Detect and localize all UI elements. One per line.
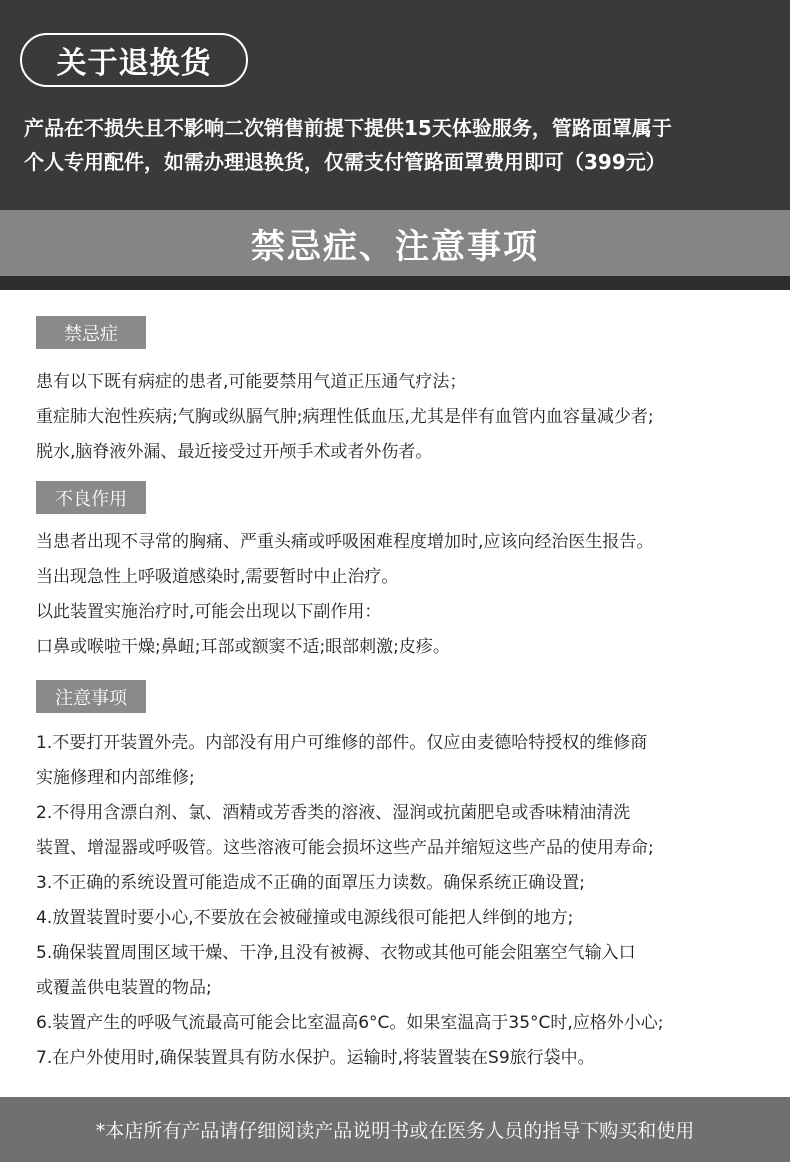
text-line: 4.放置装置时要小心,不要放在会被碰撞或电源线很可能把人绊倒的地方; <box>36 908 574 928</box>
text-line: 3.不正确的系统设置可能造成不正确的面罩压力读数。确保系统正确设置; <box>36 873 585 893</box>
text-line: 1.不要打开装置外壳。内部没有用户可维修的部件。仅应由麦德哈特授权的维修商 <box>36 733 648 753</box>
intro-line: 产品在不损失且不影响二次销售前提下提供15天体验服务，管路面罩属于 <box>24 116 672 140</box>
text-line: 或覆盖供电装置的物品; <box>36 978 212 998</box>
text-line: 实施修理和内部维修; <box>36 768 195 788</box>
text-line: 5.确保装置周围区域干燥、干净,且没有被褥、衣物或其他可能会阻塞空气输入口 <box>36 943 636 963</box>
section-banner: 禁忌症、注意事项 <box>0 210 790 276</box>
banner-divider <box>0 276 790 290</box>
footer-notice: *本店所有产品请仔细阅读产品说明书或在医务人员的指导下购买和使用 <box>0 1097 790 1162</box>
return-policy-header <box>0 0 790 210</box>
text-line: 当患者出现不寻常的胸痛、严重头痛或呼吸困难程度增加时,应该向经治医生报告。 <box>36 532 654 552</box>
intro-line: 个人专用配件，如需办理退换货，仅需支付管路面罩费用即可（399元） <box>24 150 666 174</box>
text-line: 2.不得用含漂白剂、氯、酒精或芳香类的溶液、湿润或抗菌肥皂或香味精油清洗 <box>36 803 631 823</box>
text-line: 患有以下既有病症的患者,可能要禁用气道正压通气疗法； <box>36 372 467 392</box>
adverse-effects-text <box>36 525 786 665</box>
contraindications-text <box>36 365 786 470</box>
text-line: 6.装置产生的呼吸气流最高可能会比室温高6°C。如果室温高于35°C时,应格外小心; <box>36 1013 664 1033</box>
text-line: 7.在户外使用时,确保装置具有防水保护。运输时,将装置装在S9旅行袋中。 <box>36 1048 595 1068</box>
text-line: 口鼻或喉啦干燥;鼻衄;耳部或额窦不适;眼部刺激;皮疹。 <box>36 637 450 657</box>
return-policy-title: 关于退换货 <box>20 33 248 87</box>
text-line: 脱水,脑脊液外漏、最近接受过开颅手术或者外伤者。 <box>36 442 433 462</box>
contraindications-tag: 禁忌症 <box>36 316 146 349</box>
text-line: 装置、增湿器或呼吸管。这些溶液可能会损坏这些产品并缩短这些产品的使用寿命; <box>36 838 654 858</box>
text-line: 重症肺大泡性疾病;气胸或纵膈气肿;病理性低血压,尤其是伴有血管内血容量减少者; <box>36 407 654 427</box>
text-line: 当出现急性上呼吸道感染时,需要暂时中止治疗。 <box>36 567 399 587</box>
precautions-text <box>36 726 786 1076</box>
precautions-tag: 注意事项 <box>36 680 146 713</box>
return-policy-text <box>24 111 774 179</box>
text-line: 以此装置实施治疗时,可能会出现以下副作用： <box>36 602 382 622</box>
adverse-effects-tag: 不良作用 <box>36 481 146 514</box>
